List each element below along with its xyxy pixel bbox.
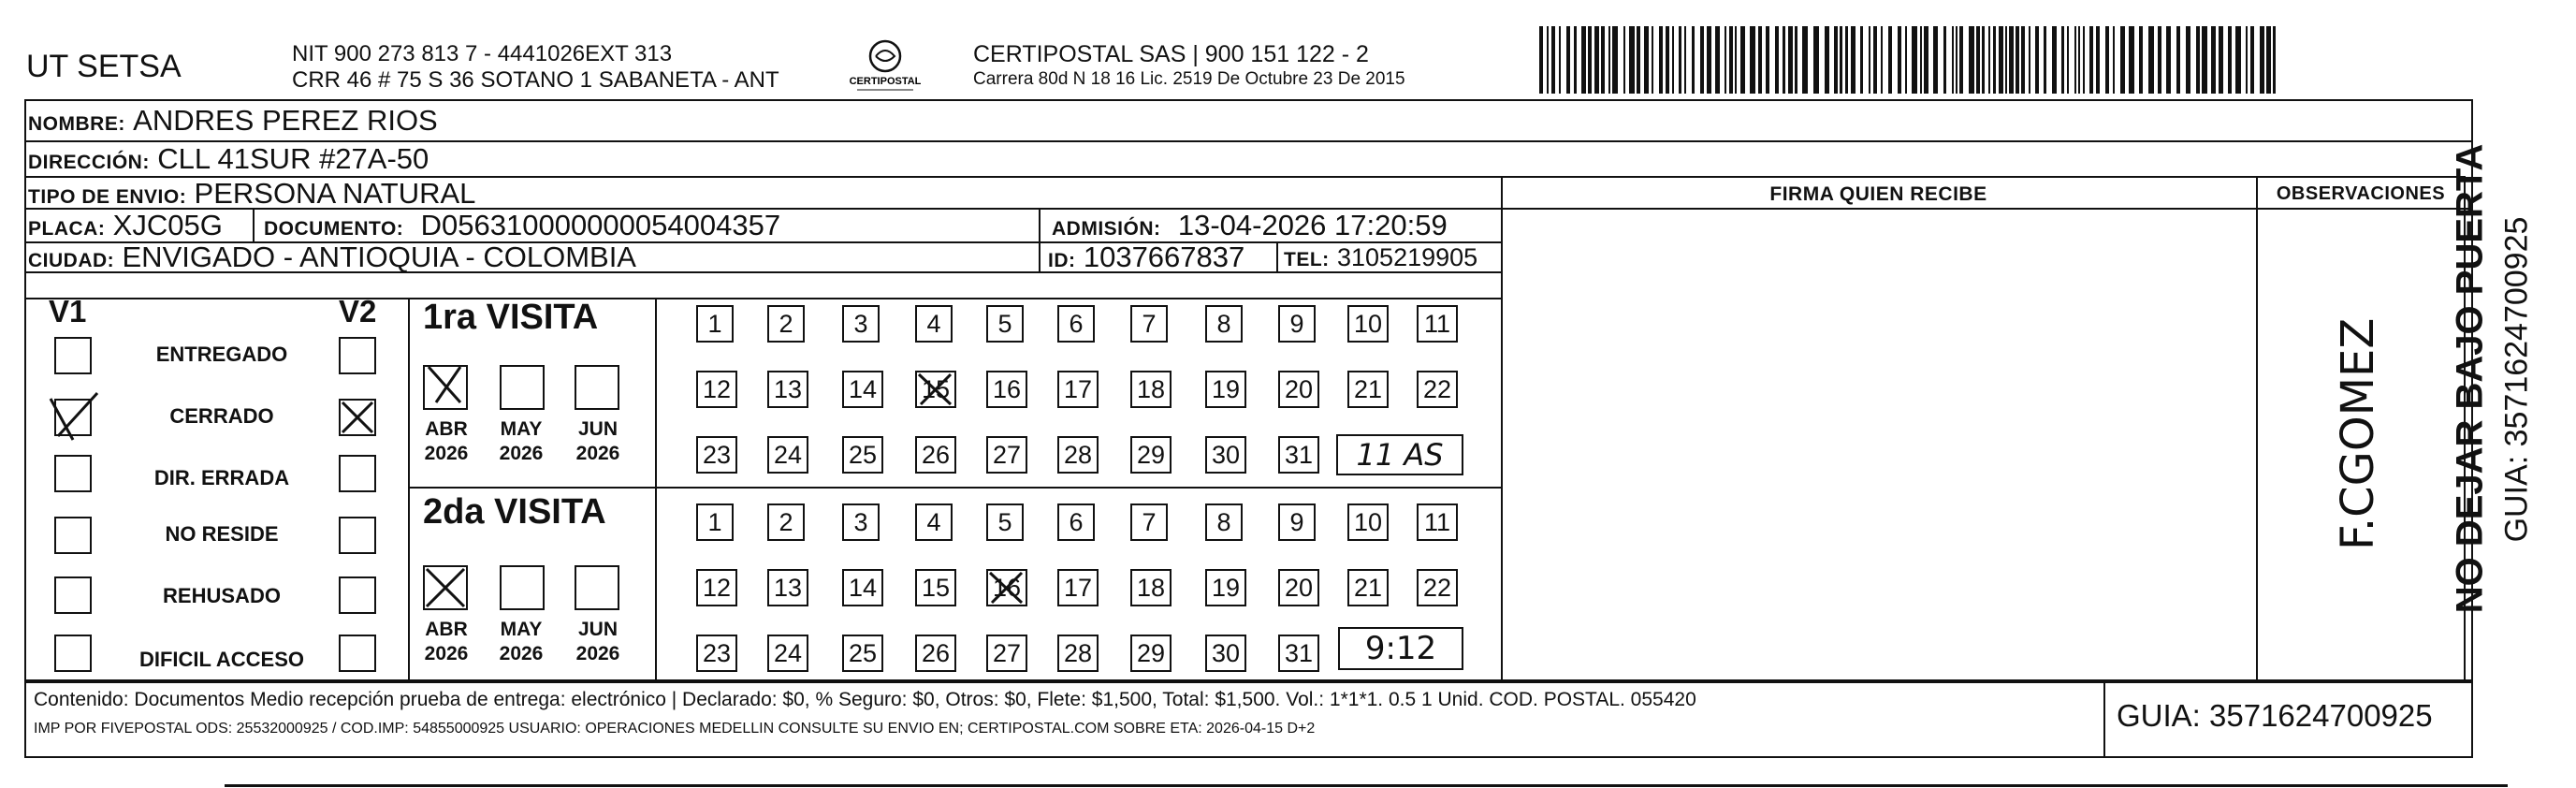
direccion-value: CLL 41SUR #27A-50 bbox=[157, 142, 429, 175]
v2-label: V2 bbox=[339, 294, 377, 328]
visita2-crossed-day-mark bbox=[984, 567, 1027, 608]
visita1-title: 1ra VISITA bbox=[423, 298, 599, 337]
visita1-day-13[interactable]: 13 bbox=[767, 371, 808, 408]
nombre-label: NOMBRE: bbox=[28, 113, 125, 135]
visita1-day-17[interactable]: 17 bbox=[1057, 371, 1099, 408]
v1-checkbox-dificil-acceso[interactable] bbox=[54, 635, 92, 672]
visita1-day-25[interactable]: 25 bbox=[842, 436, 883, 474]
visita2-day-23[interactable]: 23 bbox=[696, 635, 737, 672]
visita2-day-12[interactable]: 12 bbox=[696, 569, 737, 606]
visita2-month-jun: JUN 2026 bbox=[575, 619, 620, 664]
barcode bbox=[1539, 26, 2288, 94]
visita1-day-10[interactable]: 10 bbox=[1347, 305, 1389, 343]
id-row bbox=[1048, 241, 1244, 273]
status-label-entregado: ENTREGADO bbox=[155, 343, 288, 366]
visita1-day-15[interactable]: 15 bbox=[915, 371, 956, 408]
v2-checkbox-no-reside[interactable] bbox=[339, 517, 376, 554]
documento-value: D056310000000054004357 bbox=[420, 209, 781, 241]
visita1-day-6[interactable]: 6 bbox=[1057, 305, 1095, 343]
tipo-label: TIPO DE ENVIO: bbox=[28, 186, 187, 208]
visita2-day-18[interactable]: 18 bbox=[1130, 569, 1172, 606]
status-label-no-reside: NO RESIDE bbox=[165, 522, 279, 546]
nombre-value: ANDRES PEREZ RIOS bbox=[133, 104, 438, 137]
visita1-day-18[interactable]: 18 bbox=[1130, 371, 1172, 408]
nombre-row bbox=[28, 105, 438, 137]
v1-checkbox-entregado[interactable] bbox=[54, 337, 92, 374]
visita2-time-note: 9:12 bbox=[1338, 627, 1463, 670]
visita1-day-1[interactable]: 1 bbox=[696, 305, 734, 343]
documento-label: DOCUMENTO: bbox=[264, 218, 404, 240]
company-name: UT SETSA bbox=[26, 49, 182, 84]
ciudad-row bbox=[28, 241, 636, 273]
visita1-day-3[interactable]: 3 bbox=[842, 305, 880, 343]
visita1-abr-check-mark bbox=[423, 361, 475, 410]
side-warning: NO DEJAR BAJO PUERTA bbox=[2449, 143, 2491, 614]
visita2-day-30[interactable]: 30 bbox=[1205, 635, 1246, 672]
v1-cerrado-check-mark bbox=[45, 389, 105, 445]
visita1-day-19[interactable]: 19 bbox=[1205, 371, 1246, 408]
documento-row bbox=[264, 210, 780, 241]
visita2-day-13[interactable]: 13 bbox=[767, 569, 808, 606]
ciudad-label: CIUDAD: bbox=[28, 250, 115, 271]
visita1-day-24[interactable]: 24 bbox=[767, 436, 808, 474]
visita2-month-may-box[interactable] bbox=[500, 565, 545, 610]
visita2-month-may: MAY 2026 bbox=[499, 619, 544, 664]
visita1-month-may: MAY 2026 bbox=[499, 418, 544, 464]
visita1-day-2[interactable]: 2 bbox=[767, 305, 805, 343]
visita2-day-21[interactable]: 21 bbox=[1347, 569, 1389, 606]
visita1-crossed-day-mark bbox=[913, 369, 956, 410]
visita1-day-30[interactable]: 30 bbox=[1205, 436, 1246, 474]
visita2-day-10[interactable]: 10 bbox=[1347, 503, 1389, 541]
bottom-rule bbox=[225, 784, 2508, 787]
visita2-month-jun-box[interactable] bbox=[575, 565, 619, 610]
visita2-day-29[interactable]: 29 bbox=[1130, 635, 1172, 672]
visita1-day-21[interactable]: 21 bbox=[1347, 371, 1389, 408]
visita2-day-16[interactable]: 16 bbox=[986, 569, 1027, 606]
signature-note: F.CGOMEZ bbox=[2332, 317, 2384, 550]
placa-value: XJC05G bbox=[112, 209, 223, 241]
placa-row bbox=[28, 210, 223, 241]
visita2-day-4[interactable]: 4 bbox=[915, 503, 953, 541]
footer-guia: GUIA: 3571624700925 bbox=[2117, 698, 2433, 733]
tel-label: TEL: bbox=[1284, 249, 1330, 270]
visita1-day-27[interactable]: 27 bbox=[986, 436, 1027, 474]
id-value: 1037667837 bbox=[1083, 241, 1245, 273]
side-guia: GUIA: 3571624700925 bbox=[2498, 216, 2535, 543]
visita2-month-abr: ABR 2026 bbox=[424, 619, 469, 664]
status-label-rehusado: REHUSADO bbox=[163, 584, 281, 607]
v2-checkbox-rehusado[interactable] bbox=[339, 576, 376, 614]
certipostal-line: CERTIPOSTAL SAS | 900 151 122 - 2 bbox=[973, 41, 1369, 67]
tel-value: 3105219905 bbox=[1337, 243, 1478, 271]
visita1-month-jun: JUN 2026 bbox=[575, 418, 620, 464]
footer-contenido: Contenido: Documentos Medio recepción prueba de entrega: electrónico | Declarado: $0, % Seguro: $0, Otros: $0, Flete: $1,500, Total: $1,500. Vol.: 1*1*1. 0.5 1 Unid. COD. POSTAL. 055420 bbox=[34, 689, 1696, 710]
nit-line: NIT 900 273 813 7 - 4441026EXT 313 bbox=[292, 41, 673, 66]
visita1-day-7[interactable]: 7 bbox=[1130, 305, 1168, 343]
visita2-day-5[interactable]: 5 bbox=[986, 503, 1024, 541]
status-label-dificil-acceso: DIFICIL ACCESO bbox=[138, 648, 304, 671]
visita2-day-15[interactable]: 15 bbox=[915, 569, 956, 606]
visita1-day-16[interactable]: 16 bbox=[986, 371, 1027, 408]
visita2-day-3[interactable]: 3 bbox=[842, 503, 880, 541]
visita2-day-17[interactable]: 17 bbox=[1057, 569, 1099, 606]
visita2-day-24[interactable]: 24 bbox=[767, 635, 808, 672]
visita1-month-may-box[interactable] bbox=[500, 365, 545, 410]
visita1-day-8[interactable]: 8 bbox=[1205, 305, 1243, 343]
visita2-day-22[interactable]: 22 bbox=[1417, 569, 1458, 606]
status-label-dir-errada: DIR. ERRADA bbox=[153, 466, 290, 489]
visita1-day-11[interactable]: 11 bbox=[1417, 305, 1458, 343]
visita1-day-14[interactable]: 14 bbox=[842, 371, 883, 408]
placa-label: PLACA: bbox=[28, 218, 106, 240]
visita2-day-9[interactable]: 9 bbox=[1278, 503, 1316, 541]
v1-label: V1 bbox=[49, 294, 87, 328]
visita1-day-26[interactable]: 26 bbox=[915, 436, 956, 474]
tipo-row bbox=[28, 178, 475, 210]
logo-text: CERTIPOSTAL bbox=[850, 76, 921, 87]
visita2-day-28[interactable]: 28 bbox=[1057, 635, 1099, 672]
visita2-day-14[interactable]: 14 bbox=[842, 569, 883, 606]
footer-imp: IMP POR FIVEPOSTAL ODS: 25532000925 / COD.IMP: 54855000925 USUARIO: OPERACIONES MEDELLIN CONSULTE SU ENVIO EN; CERTIPOSTAL.COM SOBRE ETA: 2026-04-15 D+2 bbox=[34, 721, 1316, 737]
visita2-day-6[interactable]: 6 bbox=[1057, 503, 1095, 541]
visita1-month-abr: ABR 2026 bbox=[424, 418, 469, 464]
admision-value: 13-04-2026 17:20:59 bbox=[1177, 209, 1448, 241]
visita2-day-26[interactable]: 26 bbox=[915, 635, 956, 672]
visita2-day-2[interactable]: 2 bbox=[767, 503, 805, 541]
visita2-day-1[interactable]: 1 bbox=[696, 503, 734, 541]
visita2-day-19[interactable]: 19 bbox=[1205, 569, 1246, 606]
admision-label: ADMISIÓN: bbox=[1052, 218, 1161, 240]
tel-row bbox=[1284, 241, 1477, 273]
visita1-month-jun-box[interactable] bbox=[575, 365, 619, 410]
id-label: ID: bbox=[1048, 250, 1076, 271]
v1-checkbox-no-reside[interactable] bbox=[54, 517, 92, 554]
visita2-day-27[interactable]: 27 bbox=[986, 635, 1027, 672]
visita1-day-28[interactable]: 28 bbox=[1057, 436, 1099, 474]
v1-checkbox-dir-errada[interactable] bbox=[54, 455, 92, 492]
visita1-day-31[interactable]: 31 bbox=[1278, 436, 1319, 474]
address-line: CRR 46 # 75 S 36 SOTANO 1 SABANETA - ANT bbox=[292, 67, 779, 93]
visita2-day-31[interactable]: 31 bbox=[1278, 635, 1319, 672]
certipostal-logo bbox=[850, 37, 921, 95]
tipo-value: PERSONA NATURAL bbox=[194, 177, 476, 210]
visita2-day-8[interactable]: 8 bbox=[1205, 503, 1243, 541]
v2-checkbox-dir-errada[interactable] bbox=[339, 455, 376, 492]
visita2-day-7[interactable]: 7 bbox=[1130, 503, 1168, 541]
v1-checkbox-rehusado[interactable] bbox=[54, 576, 92, 614]
visita1-day-4[interactable]: 4 bbox=[915, 305, 953, 343]
visita1-day-22[interactable]: 22 bbox=[1417, 371, 1458, 408]
v2-cerrado-check-mark bbox=[339, 399, 376, 436]
v2-checkbox-dificil-acceso[interactable] bbox=[339, 635, 376, 672]
visita1-day-20[interactable]: 20 bbox=[1278, 371, 1319, 408]
visita2-day-25[interactable]: 25 bbox=[842, 635, 883, 672]
visita1-time-note: 11 AS bbox=[1336, 434, 1463, 475]
visita1-day-23[interactable]: 23 bbox=[696, 436, 737, 474]
visita2-abr-check-mark bbox=[423, 565, 468, 610]
visita1-day-5[interactable]: 5 bbox=[986, 305, 1024, 343]
visita1-day-9[interactable]: 9 bbox=[1278, 305, 1316, 343]
firma-header: FIRMA QUIEN RECIBE bbox=[1769, 183, 1987, 205]
admision-row bbox=[1052, 210, 1448, 241]
visita2-day-20[interactable]: 20 bbox=[1278, 569, 1319, 606]
direccion-row bbox=[28, 143, 429, 175]
carrera-line: Carrera 80d N 18 16 Lic. 2519 De Octubre 23 De 2015 bbox=[973, 69, 1405, 89]
direccion-label: DIRECCIÓN: bbox=[28, 152, 150, 173]
ciudad-value: ENVIGADO - ANTIOQUIA - COLOMBIA bbox=[122, 241, 636, 273]
status-label-cerrado: CERRADO bbox=[169, 404, 274, 428]
v2-checkbox-entregado[interactable] bbox=[339, 337, 376, 374]
visita2-title: 2da VISITA bbox=[423, 492, 606, 532]
visita1-day-29[interactable]: 29 bbox=[1130, 436, 1172, 474]
visita1-day-12[interactable]: 12 bbox=[696, 371, 737, 408]
observaciones-header: OBSERVACIONES bbox=[2276, 183, 2446, 204]
visita2-day-11[interactable]: 11 bbox=[1417, 503, 1458, 541]
